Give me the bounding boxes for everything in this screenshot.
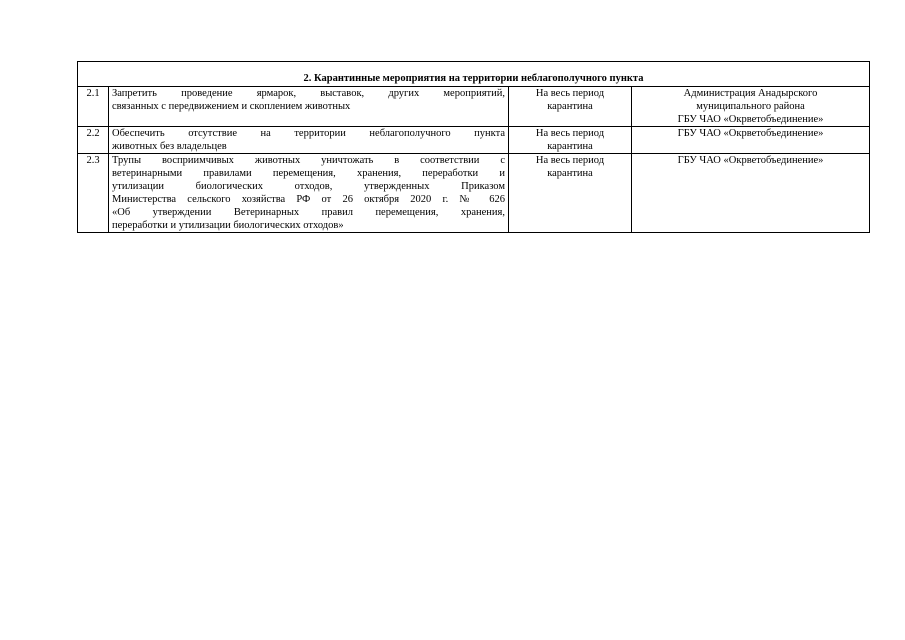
table-row xyxy=(78,127,870,154)
measure-responsible xyxy=(632,127,870,154)
text-line: животных без владельцев xyxy=(112,141,227,152)
measure-description xyxy=(109,87,509,127)
text-line: На весь период xyxy=(535,128,605,139)
text-line: ГБУ ЧАО «Окрветобъединение» xyxy=(677,128,824,139)
table-row xyxy=(78,87,870,127)
measure-description xyxy=(109,154,509,233)
table-row xyxy=(78,154,870,233)
text-line: Трупы восприимчивых животных уничтожать в соответствии с xyxy=(112,155,505,166)
text-line: карантина xyxy=(547,168,593,179)
text-line: Запретить проведение ярмарок, выставок, других мероприятий, xyxy=(112,88,505,99)
text-line: На весь период xyxy=(535,155,605,166)
quarantine-measures-table xyxy=(77,61,870,233)
measure-responsible xyxy=(632,87,870,127)
text-line: Министерства сельского хозяйства РФ от 26 октября 2020 г. № 626 xyxy=(112,194,505,205)
text-line: утилизации биологических отходов, утвержденных Приказом xyxy=(112,181,505,192)
text-line: На весь период xyxy=(535,88,605,99)
section-title: 2. Карантинные мероприятия на территории неблагополучного пункта xyxy=(78,62,870,87)
text-line: карантина xyxy=(547,141,593,152)
row-number: 2.1 xyxy=(78,87,109,127)
row-number: 2.2 xyxy=(78,127,109,154)
text-line: ветеринарными правилами перемещения, хранения, переработки и xyxy=(112,168,505,179)
text-line: Администрация Анадырского xyxy=(683,88,818,99)
text-line: переработки и утилизации биологических отходов» xyxy=(112,220,344,231)
measure-period xyxy=(509,127,632,154)
text-line: ГБУ ЧАО «Окрветобъединение» xyxy=(677,155,824,166)
text-line: «Об утверждении Ветеринарных правил перемещения, хранения, xyxy=(112,207,505,218)
text-line: ГБУ ЧАО «Окрветобъединение» xyxy=(677,114,824,125)
measure-period xyxy=(509,87,632,127)
text-line: муниципального района xyxy=(696,101,805,112)
text-line: связанных с передвижением и скоплением животных xyxy=(112,101,351,112)
text-line: карантина xyxy=(547,101,593,112)
measure-responsible xyxy=(632,154,870,233)
text-line: Обеспечить отсутствие на территории неблагополучного пункта xyxy=(112,128,505,139)
measure-period xyxy=(509,154,632,233)
row-number: 2.3 xyxy=(78,154,109,233)
measure-description xyxy=(109,127,509,154)
section-header-row xyxy=(78,62,870,87)
